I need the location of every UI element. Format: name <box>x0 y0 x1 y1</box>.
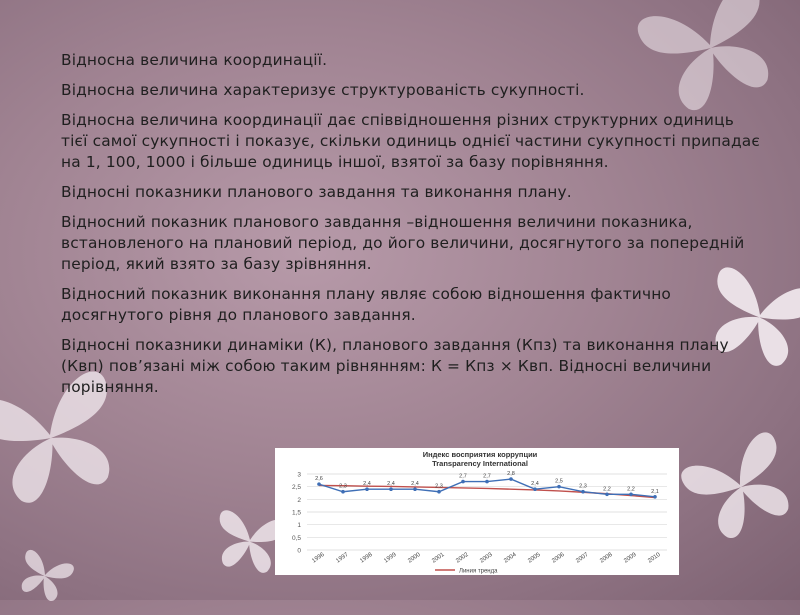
data-label: 2,7 <box>483 473 491 480</box>
legend-label: Линия тренда <box>459 568 498 575</box>
data-label: 2,4 <box>531 481 539 488</box>
x-tick-label: 2008 <box>599 551 614 565</box>
paragraph: Відносна величина характеризує структурованість сукупності. <box>61 81 585 99</box>
y-tick-label: 0,5 <box>291 534 301 542</box>
paragraph: Відносний показник планового завдання –відношення величини показника, встановленого на плановий період, до його величини, досягнутого за попередній період, який взято за базу зрівняння. <box>61 213 745 273</box>
x-tick-label: 2007 <box>575 551 590 565</box>
data-point <box>581 490 585 494</box>
data-label: 2,5 <box>555 478 563 485</box>
slide-body-text <box>61 50 761 407</box>
y-tick-label: 1 <box>297 522 301 530</box>
x-tick-label: 2005 <box>527 551 542 565</box>
x-tick-label: 2006 <box>551 551 566 565</box>
paragraph: Відносна величина координації. <box>61 51 328 69</box>
chart-subtitle: Transparency International <box>432 459 528 468</box>
data-label: 2,1 <box>651 488 659 495</box>
data-point <box>341 490 345 494</box>
y-tick-label: 0 <box>297 547 301 555</box>
data-point <box>557 485 561 489</box>
x-tick-label: 1998 <box>359 551 374 565</box>
y-tick-label: 2,5 <box>291 484 301 492</box>
paragraph: Відносна величина координації дає співвідношення різних структурних одиниць тієї самої сукупності і показує, скільки одиниць однієї частини сукупності припадає на 1, 100, 1000 і більше одиниць іншої, взятої за базу порівняння. <box>61 111 760 171</box>
data-label: 2,4 <box>363 481 371 488</box>
data-point <box>389 487 393 491</box>
paragraph: Відносний показник виконання плану являє собою відношення фактично досягнутого рівня до планового завдання. <box>61 285 671 324</box>
data-point <box>365 487 369 491</box>
data-point <box>461 480 465 484</box>
x-tick-label: 2001 <box>431 551 446 565</box>
paragraph: Відносні показники динаміки (К), планового завдання (Кпз) та виконання плану (Квп) пов’язані між собою таким рівнянням: К = Кпз × Квп. Відносні величини порівняння. <box>61 336 729 396</box>
data-point <box>533 487 537 491</box>
x-tick-label: 2004 <box>503 551 518 565</box>
y-tick-label: 3 <box>297 471 301 479</box>
corruption-index-chart <box>275 448 679 575</box>
data-point <box>317 482 321 486</box>
y-tick-label: 2 <box>297 496 301 504</box>
x-tick-label: 1996 <box>311 551 326 565</box>
data-label: 2,3 <box>339 483 347 490</box>
x-tick-label: 2010 <box>647 551 662 565</box>
paragraph: Відносні показники планового завдання та виконання плану. <box>61 183 572 201</box>
data-point <box>485 480 489 484</box>
data-point <box>605 492 609 496</box>
data-label: 2,3 <box>579 483 587 490</box>
x-tick-label: 2003 <box>479 551 494 565</box>
data-label: 2,3 <box>435 483 443 490</box>
data-label: 2,4 <box>387 481 395 488</box>
butterfly-icon <box>2 535 88 615</box>
y-tick-label: 1,5 <box>291 509 301 517</box>
x-tick-label: 1997 <box>335 551 350 565</box>
x-tick-label: 1999 <box>383 551 398 565</box>
data-point <box>413 487 417 491</box>
data-label: 2,8 <box>507 471 515 478</box>
data-label: 2,6 <box>315 476 323 483</box>
data-point <box>509 477 513 481</box>
x-tick-label: 2002 <box>455 551 470 565</box>
x-tick-label: 2000 <box>407 551 422 565</box>
data-point <box>629 492 633 496</box>
data-label: 2,2 <box>603 486 611 493</box>
data-point <box>437 490 441 494</box>
data-label: 2,2 <box>627 486 635 493</box>
x-tick-label: 2009 <box>623 551 638 565</box>
chart-canvas <box>275 448 679 575</box>
data-point <box>653 495 657 499</box>
chart-title: Индекс восприятия коррупции <box>422 450 538 459</box>
butterfly-icon <box>658 401 800 570</box>
data-label: 2,7 <box>459 473 467 480</box>
data-label: 2,4 <box>411 481 419 488</box>
